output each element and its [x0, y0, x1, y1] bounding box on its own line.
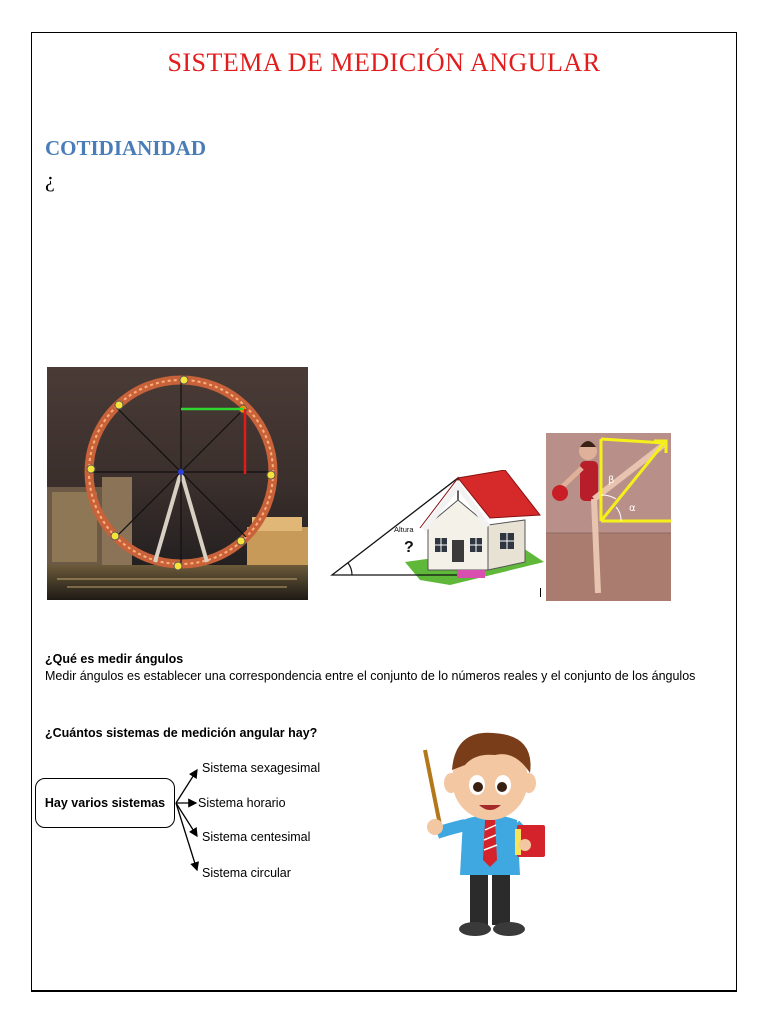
- altura-label: Altura: [394, 525, 414, 534]
- systems-box: [35, 778, 175, 828]
- systems-arrows: [170, 760, 206, 885]
- beta-label: β: [608, 475, 615, 486]
- system-sexagesimal: Sistema sexagesimal: [202, 761, 321, 775]
- house-triangle-image: [330, 470, 544, 585]
- small-tick: [540, 588, 541, 597]
- system-horario: Sistema horario: [198, 796, 286, 810]
- gymnast-image: [546, 433, 671, 601]
- page-title: SISTEMA DE MEDICIÓN ANGULAR: [167, 48, 601, 77]
- section-heading: COTIDIANIDAD: [45, 136, 207, 160]
- teacher-illustration: [375, 725, 590, 940]
- ferris-wheel-image: [47, 367, 308, 600]
- systems-box-label: Hay varios sistemas: [44, 796, 166, 810]
- answer-measuring-angles: Medir ángulos es establecer una correspondencia entre el conjunto de lo números reales y el conjunto de los ángulos: [45, 669, 696, 683]
- alpha-label: α: [629, 503, 636, 514]
- system-centesimal: Sistema centesimal: [202, 830, 311, 844]
- system-circular: Sistema circular: [202, 866, 291, 880]
- inverted-question-mark: ¿: [45, 167, 55, 192]
- question-what-is-measuring-angles: ¿Qué es medir ángulos: [45, 652, 184, 666]
- question-mark-label: ?: [404, 539, 414, 556]
- question-how-many-systems: ¿Cuántos sistemas de medición angular hay?: [45, 726, 318, 740]
